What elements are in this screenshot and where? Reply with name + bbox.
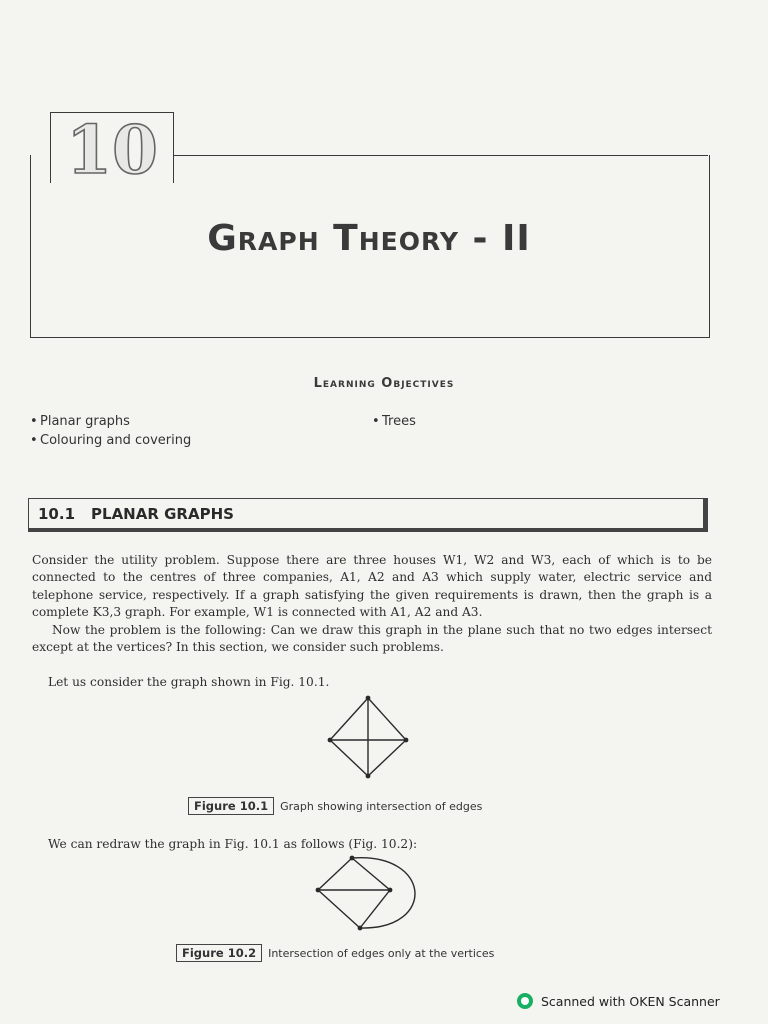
paragraph-utility-problem: Consider the utility problem. Suppose there are three houses W1, W2 and W3, each of which is to be connected to the centres of three companies, A1, A2 and A3 which supply water, electric service and telephone service, respectively. If a graph satisfying the given requirements is drawn, then the graph is a complete K3,3 graph. For example, W1 is connected with A1, A2 and A3. <box>32 553 712 620</box>
graph-edge <box>368 740 406 776</box>
graph-curved-edge <box>352 858 415 928</box>
chapter-header-box-top <box>172 155 708 156</box>
graph-vertex <box>404 738 409 743</box>
graph-edge <box>368 698 406 740</box>
objective-item <box>372 414 416 429</box>
figure-10-2-caption <box>176 944 494 962</box>
figure-10-2-graph <box>312 852 432 934</box>
scanner-watermark <box>517 990 720 1012</box>
graph-vertex <box>388 888 393 893</box>
figure-label: Figure 10.1 <box>188 797 274 815</box>
scanner-logo-icon <box>517 993 533 1009</box>
figure-caption-text: Intersection of edges only at the vertices <box>268 947 495 960</box>
bullet-icon: • <box>372 414 380 429</box>
graph-vertex <box>316 888 321 893</box>
objective-item <box>30 414 130 429</box>
objective-text: Trees <box>382 414 416 429</box>
graph-edge <box>318 858 352 890</box>
graph-vertex <box>358 926 363 931</box>
chapter-title: Graph Theory - II <box>207 218 531 259</box>
graph-vertex <box>350 856 355 861</box>
bullet-icon: • <box>30 433 38 448</box>
paragraph-problem-statement: Now the problem is the following: Can we draw this graph in the plane such that no two edges intersect except at the vertices? In this section, we consider such problems. <box>32 623 712 655</box>
graph-vertex <box>328 738 333 743</box>
scanner-text: Scanned with OKEN Scanner <box>541 993 720 1009</box>
objective-item <box>30 433 191 448</box>
graph-edge <box>330 740 368 776</box>
objective-text: Colouring and covering <box>40 433 192 448</box>
section-heading <box>38 505 234 523</box>
objective-text: Planar graphs <box>40 414 130 429</box>
chapter-number: 10 <box>66 111 158 189</box>
graph-vertex <box>366 774 371 779</box>
section-title: PLANAR GRAPHS <box>91 505 234 523</box>
figure-caption-text: Graph showing intersection of edges <box>280 800 483 813</box>
figure-label: Figure 10.2 <box>176 944 262 962</box>
graph-edge <box>318 890 360 928</box>
graph-edge <box>352 858 390 890</box>
bullet-icon: • <box>30 414 38 429</box>
graph-vertex <box>366 696 371 701</box>
section-number: 10.1 <box>38 505 76 523</box>
paragraph-consider-graph: Let us consider the graph shown in Fig. 10.1. <box>48 675 330 689</box>
graph-edge <box>330 698 368 740</box>
figure-10-1-graph <box>318 692 418 784</box>
learning-objectives-heading: Learning Objectives <box>313 376 455 391</box>
paragraph-redraw-graph: We can redraw the graph in Fig. 10.1 as follows (Fig. 10.2): <box>48 837 418 851</box>
graph-edge <box>360 890 390 928</box>
figure-10-1-caption <box>188 797 482 815</box>
